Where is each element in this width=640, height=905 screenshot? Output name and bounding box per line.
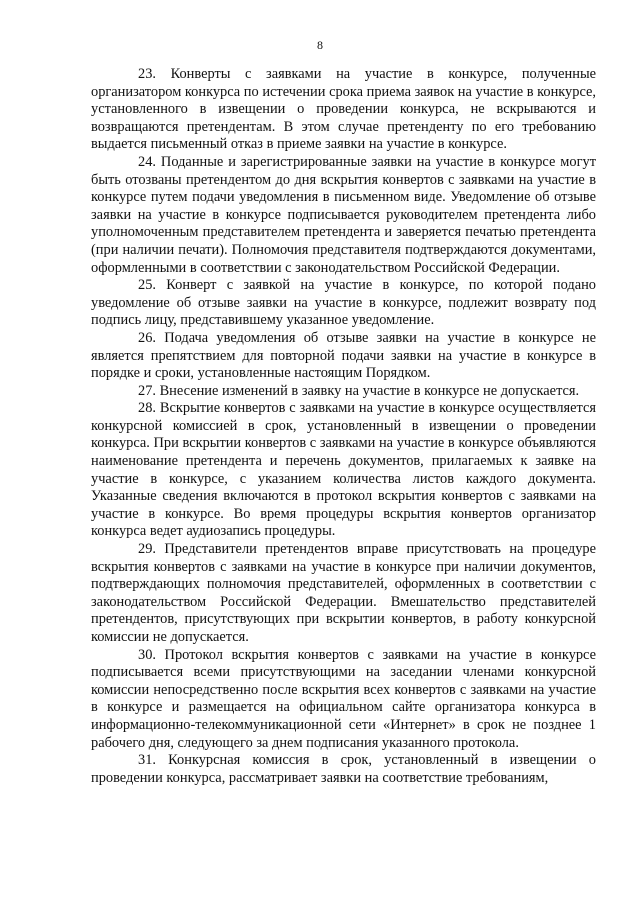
paragraph-25: 25. Конверт с заявкой на участие в конкурсе, по которой подано уведомление об отзыве заявки на участие в конкурсе, подлежит возврату под подпись лицу, представившему указанное уведомление. xyxy=(91,277,596,329)
paragraph-24: 24. Поданные и зарегистрированные заявки на участие в конкурсе могут быть отозваны претендентом до дня вскрытия конвертов с заявками на участие в конкурсе путем подачи уведомления в письменном виде. Уведомление об отзыве заявки на участие в конкурсе подписывается руководителем претендента либо уполномоченным представителем претендента и заверяется печатью претендента (при наличии печати). Полномочия представителя подтверждаются документами, оформленными в соответствии с законодательством Российской Федерации. xyxy=(91,153,596,276)
paragraph-23: 23. Конверты с заявками на участие в конкурсе, полученные организатором конкурса по истечении срока приема заявок на участие в конкурсе, установленного в извещении о проведении конкурса, не вскрываются и возвращаются претендентам. В этом случае претенденту по его требованию выдается письменный отказ в приеме заявки на участие в конкурсе. xyxy=(91,66,596,153)
paragraph-28: 28. Вскрытие конвертов с заявками на участие в конкурсе осуществляется конкурсной комиссией в срок, установленный в извещении о проведении конкурса. При вскрытии конвертов с заявками на участие в конкурсе объявляются наименование претендента и перечень документов, прилагаемых к заявке на участие в конкурсе, с указанием количества листов каждого документа. Указанные сведения включаются в протокол вскрытия конвертов с заявками на участие в конкурсе. Во время процедуры вскрытия конвертов организатор конкурса ведет аудиозапись процедуры. xyxy=(91,400,596,540)
document-body xyxy=(91,66,596,787)
paragraph-31: 31. Конкурсная комиссия в срок, установленный в извещении о проведении конкурса, рассматривает заявки на соответствие требованиям, xyxy=(91,752,596,786)
paragraph-27: 27. Внесение изменений в заявку на участие в конкурсе не допускается. xyxy=(138,382,580,399)
page-number: 8 xyxy=(317,38,323,52)
paragraph-30: 30. Протокол вскрытия конвертов с заявками на участие в конкурсе подписывается всеми присутствующими на заседании членами конкурсной комиссии непосредственно после вскрытия всех конвертов с заявками на участие в конкурсе и размещается на официальном сайте организатора конкурса в информационно-телекоммуникационной сети «Интернет» в срок не позднее 1 рабочего дня, следующего за днем подписания указанного протокола. xyxy=(91,646,596,751)
paragraph-29: 29. Представители претендентов вправе присутствовать на процедуре вскрытия конвертов с заявками на участие в конкурсе при наличии документов, подтверждающих полномочия представителей, оформленных в соответствии с законодательством Российской Федерации. Вмешательство представителей претендентов, присутствующих при вскрытии конвертов, в работу конкурсной комиссии не допускается. xyxy=(91,541,596,645)
paragraph-26: 26. Подача уведомления об отзыве заявки на участие в конкурсе не является препятствием для повторной подачи заявки на участие в конкурсе в порядке и сроки, установленные настоящим Порядком. xyxy=(91,329,596,382)
